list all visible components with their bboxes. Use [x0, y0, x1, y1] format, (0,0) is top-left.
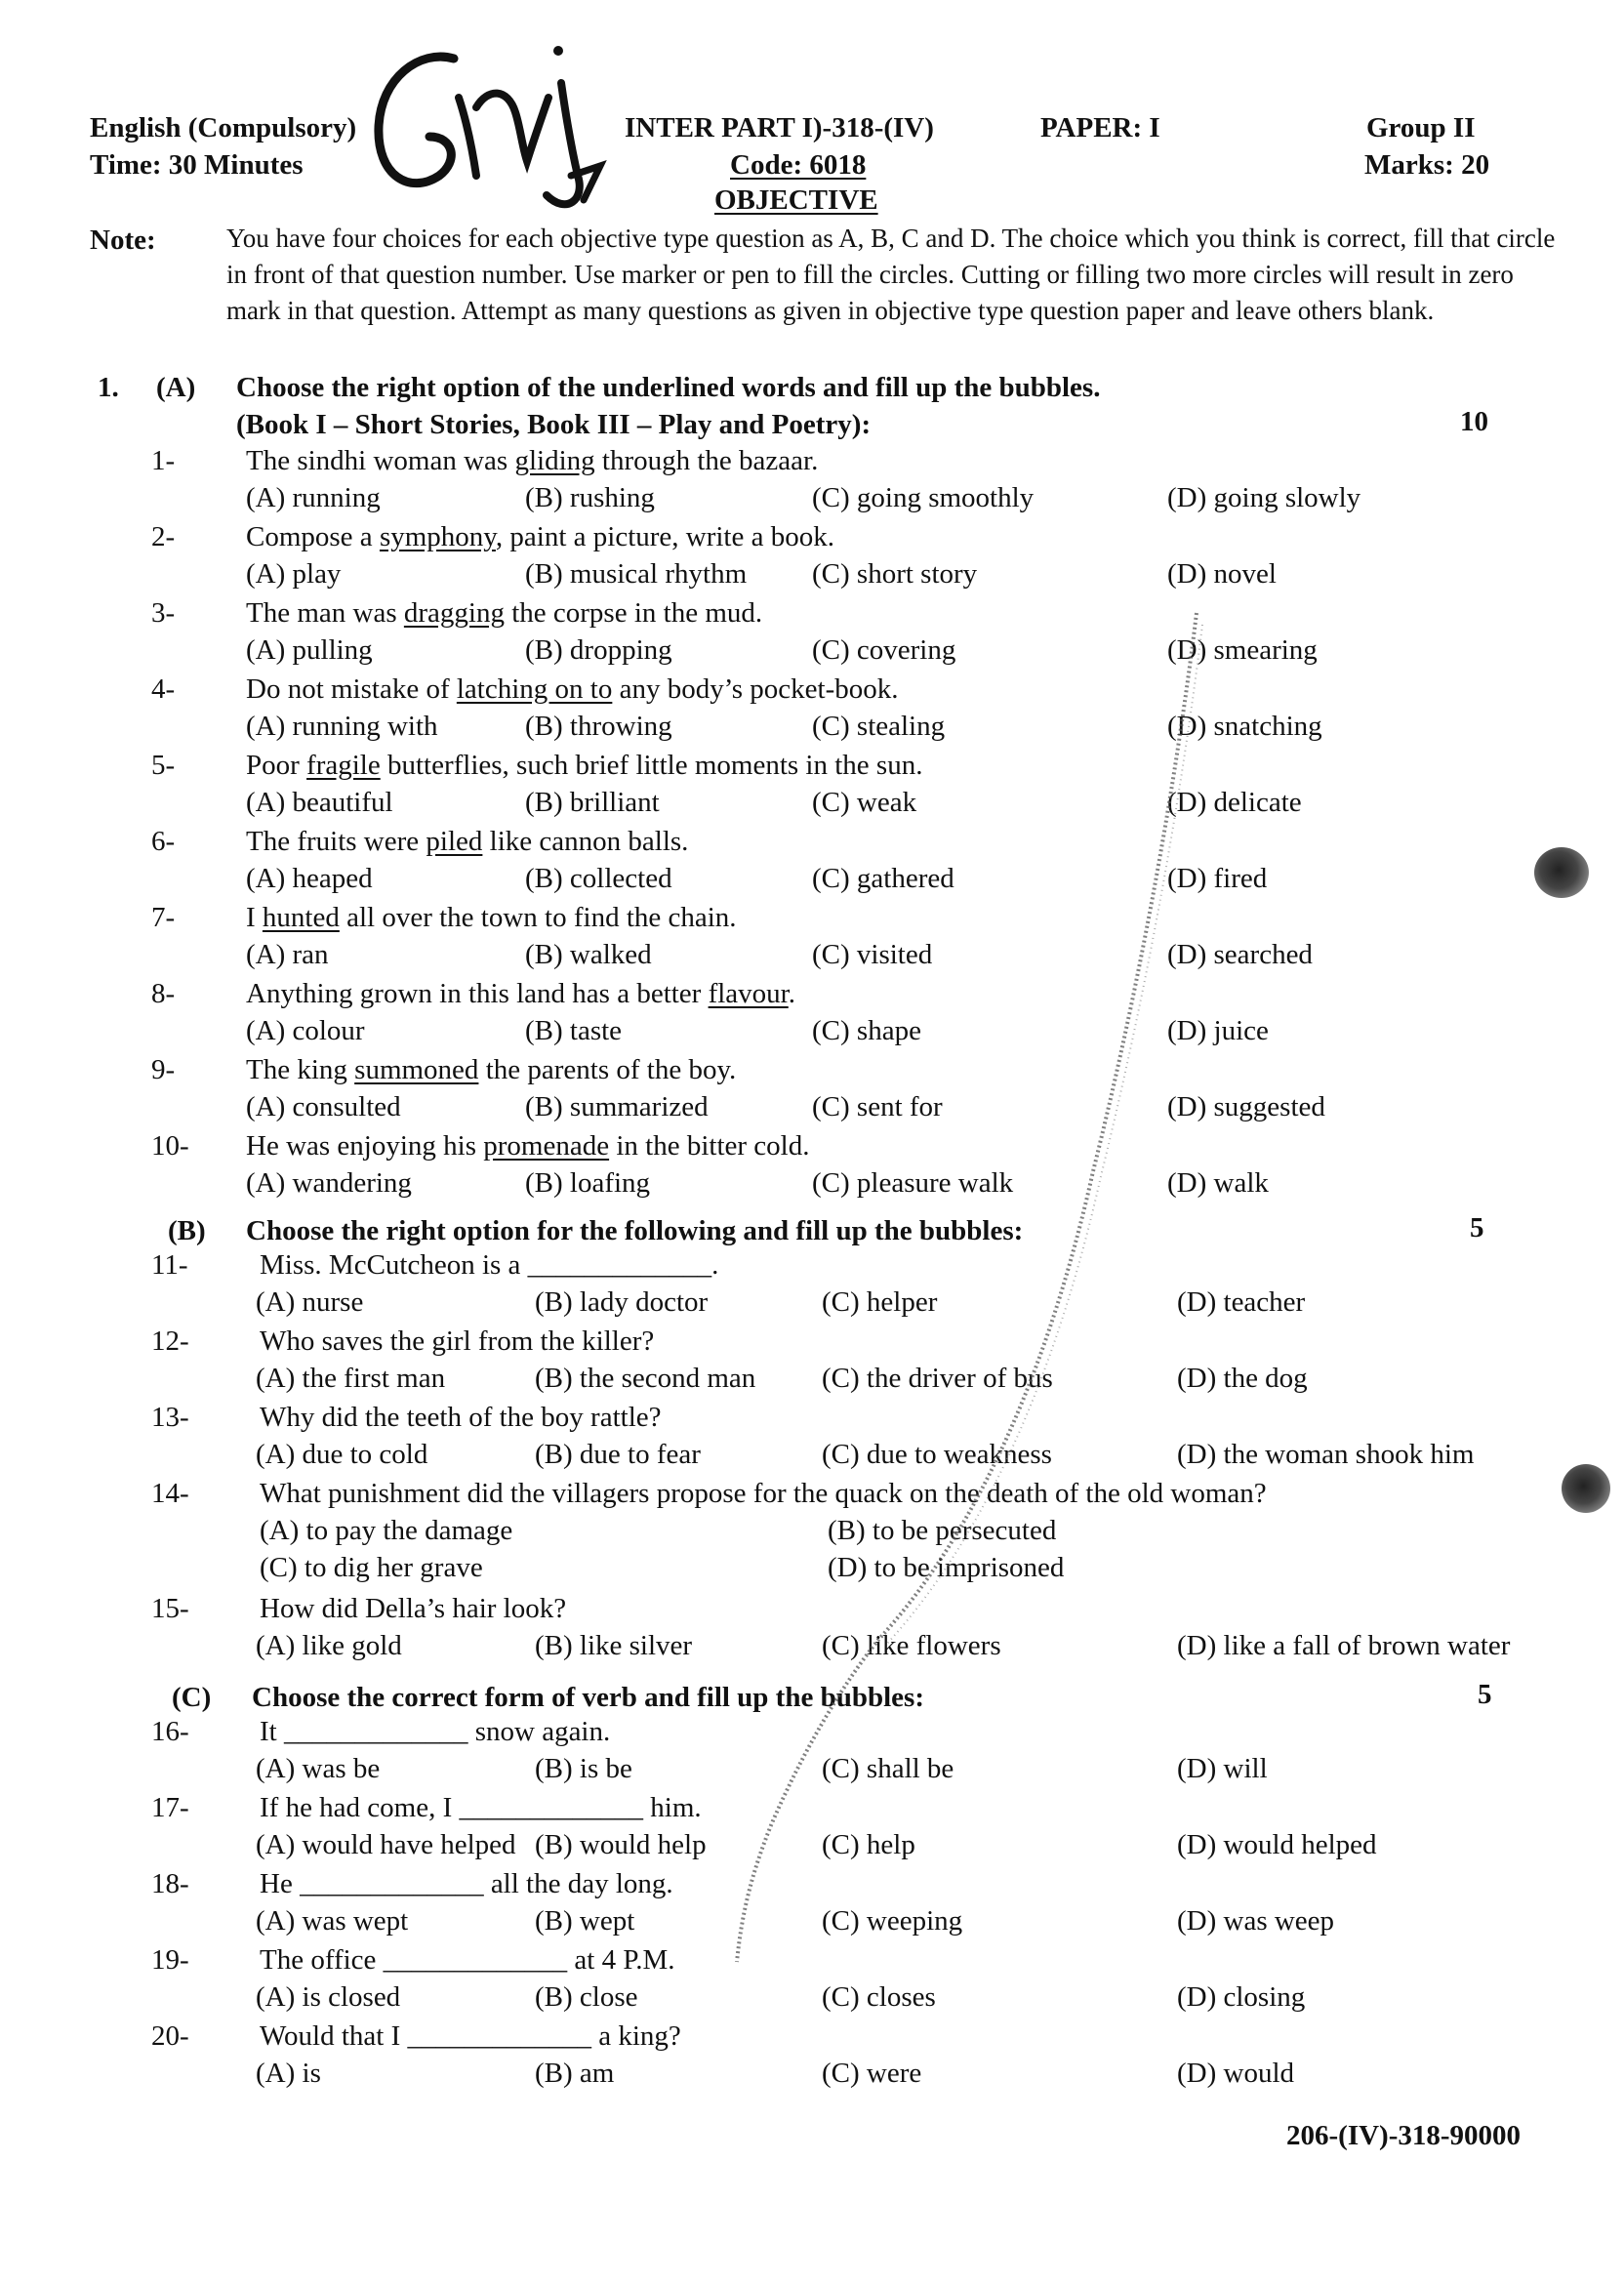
- question-stem-text: the corpse in the mud.: [504, 597, 763, 629]
- ink-blot: [1534, 847, 1589, 898]
- option-c: (C) sent for: [812, 1091, 943, 1122]
- group-label: Group II: [1366, 112, 1476, 143]
- question-number: 11-: [151, 1249, 188, 1281]
- option-d: (D) searched: [1167, 939, 1313, 970]
- question-item: [0, 1054, 1624, 1130]
- question-stem-text: , paint a picture, write a book.: [495, 521, 834, 552]
- option-b: (B) am: [535, 2058, 615, 2089]
- question-item: [0, 1249, 1624, 1326]
- question-stem-text: the parents of the boy.: [478, 1054, 737, 1085]
- option-a: (A) was be: [256, 1753, 381, 1784]
- option-a: (A) is closed: [256, 1981, 401, 2013]
- question-item: [0, 1792, 1624, 1868]
- question-stem: [246, 826, 688, 858]
- question-item: [0, 978, 1624, 1054]
- option-b: (B) the second man: [535, 1363, 756, 1394]
- question-stem-text: If he had come, I _____________ him.: [260, 1792, 702, 1823]
- question-number: 9-: [151, 1054, 176, 1085]
- underlined-word: hunted: [262, 902, 340, 933]
- paper-number: PAPER: I: [1040, 112, 1160, 143]
- option-d: (D) closing: [1177, 1981, 1306, 2013]
- question-stem-text: The fruits were: [246, 826, 426, 857]
- question-item: [0, 2020, 1624, 2097]
- option-a: (A) pulling: [246, 634, 373, 666]
- question-stem-text: He was enjoying his: [246, 1130, 484, 1162]
- option-a: (A) heaped: [246, 863, 373, 894]
- option-d: (D) snatching: [1167, 711, 1322, 742]
- question-number: 17-: [151, 1792, 189, 1823]
- option-b: (B) taste: [525, 1015, 623, 1046]
- option-c: (C) helper: [822, 1286, 938, 1318]
- question-item: [0, 445, 1624, 521]
- option-a: (A) to pay the damage: [260, 1515, 513, 1546]
- question-item: [0, 673, 1624, 750]
- question-stem: [246, 902, 737, 934]
- underlined-word: flavour: [708, 978, 789, 1009]
- section-c-label: (C): [172, 1682, 212, 1713]
- question-stem-text: in the bitter cold.: [609, 1130, 810, 1162]
- option-c: (C) to dig her grave: [260, 1552, 483, 1583]
- question-number: 18-: [151, 1868, 189, 1899]
- option-a: (A) consulted: [246, 1091, 401, 1122]
- option-b: (B) throwing: [525, 711, 672, 742]
- question-stem-text: all over the town to find the chain.: [339, 902, 737, 933]
- option-d: (D) novel: [1167, 558, 1277, 590]
- option-d: (D) would helped: [1177, 1829, 1377, 1860]
- question-stem: [246, 597, 762, 630]
- question-stem: [260, 1944, 675, 1977]
- question-stem: [260, 1716, 610, 1748]
- time-limit: Time: 30 Minutes: [90, 149, 304, 181]
- option-d: (D) to be imprisoned: [828, 1552, 1065, 1583]
- option-a: (A) ran: [246, 939, 329, 970]
- option-a: (A) due to cold: [256, 1439, 428, 1470]
- option-b: (B) lady doctor: [535, 1286, 709, 1318]
- option-b: (B) rushing: [525, 482, 655, 513]
- option-d: (D) walk: [1167, 1167, 1269, 1199]
- section-b-title: Choose the right option for the following and fill up the bubbles:: [246, 1215, 1024, 1246]
- option-b: (B) like silver: [535, 1630, 693, 1661]
- option-d: (D) teacher: [1177, 1286, 1306, 1318]
- underlined-word: gliding: [514, 445, 595, 476]
- question-stem: [260, 1593, 566, 1625]
- question-stem: [260, 2020, 681, 2053]
- question-stem: [260, 1868, 673, 1900]
- question-stem-text: How did Della’s hair look?: [260, 1593, 567, 1624]
- handwritten-signature: [361, 29, 654, 224]
- option-a: (A) the first man: [256, 1363, 446, 1394]
- option-c: (C) going smoothly: [812, 482, 1035, 513]
- question-item: [0, 1944, 1624, 2020]
- question-number: 8-: [151, 978, 176, 1009]
- question-stem-text: The king: [246, 1054, 355, 1085]
- question-stem-text: The man was: [246, 597, 404, 629]
- option-c: (C) shape: [812, 1015, 921, 1046]
- option-c: (C) visited: [812, 939, 933, 970]
- option-c: (C) due to weakness: [822, 1439, 1052, 1470]
- question-stem: [246, 1054, 736, 1086]
- question-number: 2-: [151, 521, 176, 552]
- option-b: (B) brilliant: [525, 787, 660, 818]
- option-d: (D) smearing: [1167, 634, 1318, 666]
- question-stem: [260, 1478, 1267, 1510]
- question-number: 5-: [151, 750, 176, 781]
- option-c: (C) shall be: [822, 1753, 954, 1784]
- section-a-title: Choose the right option of the underlined words and fill up the bubbles.: [236, 372, 1101, 403]
- question-stem: [246, 978, 795, 1010]
- question-number: 14-: [151, 1478, 189, 1509]
- question-stem-text: Do not mistake of: [246, 673, 457, 705]
- option-a: (A) was wept: [256, 1905, 409, 1937]
- section-b-marks: 5: [1470, 1212, 1484, 1244]
- option-d: (D) was weep: [1177, 1905, 1335, 1937]
- question-number: 20-: [151, 2020, 189, 2052]
- option-b: (B) collected: [525, 863, 672, 894]
- option-a: (A) running: [246, 482, 381, 513]
- question-number: 3-: [151, 597, 176, 629]
- question-stem-text: through the bazaar.: [594, 445, 819, 476]
- option-d: (D) the dog: [1177, 1363, 1308, 1394]
- question-item: [0, 1478, 1624, 1593]
- question-item: [0, 597, 1624, 673]
- question-number: 7-: [151, 902, 176, 933]
- option-d: (D) juice: [1167, 1015, 1269, 1046]
- question-number: 19-: [151, 1944, 189, 1976]
- section-a-marks: 10: [1460, 406, 1488, 437]
- question-stem-text: The sindhi woman was: [246, 445, 515, 476]
- option-c: (C) stealing: [812, 711, 946, 742]
- option-c: (C) closes: [822, 1981, 936, 2013]
- option-c: (C) pleasure walk: [812, 1167, 1014, 1199]
- option-b: (B) summarized: [525, 1091, 709, 1122]
- question-stem: [260, 1326, 654, 1358]
- question-stem: [260, 1792, 702, 1824]
- option-b: (B) would help: [535, 1829, 707, 1860]
- question-stem-text: Poor: [246, 750, 307, 781]
- option-a: (A) play: [246, 558, 342, 590]
- question-item: [0, 1402, 1624, 1478]
- question-stem-text: Would that I _____________ a king?: [260, 2020, 681, 2052]
- option-c: (C) short story: [812, 558, 978, 590]
- option-d: (D) like a fall of brown water: [1177, 1630, 1511, 1661]
- question-stem-text: butterflies, such brief little moments in the sun.: [380, 750, 923, 781]
- option-a: (A) is: [256, 2058, 321, 2089]
- question-item: [0, 1716, 1624, 1792]
- option-c: (C) were: [822, 2058, 922, 2089]
- option-a: (A) like gold: [256, 1630, 402, 1661]
- underlined-word: piled: [426, 826, 483, 857]
- option-c: (C) like flowers: [822, 1630, 1001, 1661]
- option-a: (A) nurse: [256, 1286, 364, 1318]
- question-item: [0, 521, 1624, 597]
- question-number: 6-: [151, 826, 176, 857]
- option-b: (B) close: [535, 1981, 638, 2013]
- option-d: (D) going slowly: [1167, 482, 1361, 513]
- question-item: [0, 1130, 1624, 1206]
- inter-part-code: INTER PART I)-318-(IV): [625, 112, 934, 143]
- option-b: (B) to be persecuted: [828, 1515, 1057, 1546]
- underlined-word: summoned: [354, 1054, 479, 1085]
- question-stem-text: What punishment did the villagers propose for the quack on the death of the old woman?: [260, 1478, 1267, 1509]
- paper-footer-code: 206-(IV)-318-90000: [1286, 2120, 1522, 2151]
- section-c-marks: 5: [1478, 1679, 1492, 1710]
- question-item: [0, 1868, 1624, 1944]
- section-a-label: (A): [156, 372, 196, 403]
- option-c: (C) covering: [812, 634, 956, 666]
- option-b: (B) loafing: [525, 1167, 651, 1199]
- underlined-word: symphony: [379, 521, 496, 552]
- underlined-word: fragile: [306, 750, 381, 781]
- question-stem-text: any body’s pocket-book.: [612, 673, 899, 705]
- question-stem: [246, 521, 834, 553]
- option-b: (B) walked: [525, 939, 652, 970]
- question-stem-text: He _____________ all the day long.: [260, 1868, 673, 1899]
- option-c: (C) the driver of bus: [822, 1363, 1053, 1394]
- option-d: (D) delicate: [1167, 787, 1302, 818]
- question-number: 10-: [151, 1130, 189, 1162]
- question-number: 1.: [98, 372, 119, 403]
- question-stem: [260, 1249, 718, 1282]
- question-stem-text: The office _____________ at 4 P.M.: [260, 1944, 675, 1976]
- option-a: (A) would have helped: [256, 1829, 516, 1860]
- underlined-word: dragging: [403, 597, 505, 629]
- option-c: (C) weeping: [822, 1905, 963, 1937]
- question-number: 4-: [151, 673, 176, 705]
- option-b: (B) due to fear: [535, 1439, 701, 1470]
- option-a: (A) colour: [246, 1015, 365, 1046]
- option-d: (D) would: [1177, 2058, 1295, 2089]
- option-d: (D) fired: [1167, 863, 1268, 894]
- question-stem: [246, 673, 899, 706]
- option-a: (A) beautiful: [246, 787, 393, 818]
- question-stem: [246, 1130, 809, 1162]
- subject-title: English (Compulsory): [90, 112, 357, 143]
- question-item: [0, 750, 1624, 826]
- option-b: (B) is be: [535, 1753, 632, 1784]
- option-a: (A) running with: [246, 711, 438, 742]
- section-c-title: Choose the correct form of verb and fill up the bubbles:: [252, 1682, 924, 1713]
- question-number: 15-: [151, 1593, 189, 1624]
- question-number: 16-: [151, 1716, 189, 1747]
- question-stem-text: It _____________ snow again.: [260, 1716, 611, 1747]
- option-d: (D) suggested: [1167, 1091, 1325, 1122]
- question-number: 1-: [151, 445, 176, 476]
- question-stem-text: like cannon balls.: [482, 826, 689, 857]
- option-c: (C) weak: [812, 787, 917, 818]
- underlined-word: latching on to: [456, 673, 613, 705]
- question-stem-text: Compose a: [246, 521, 380, 552]
- question-number: 13-: [151, 1402, 189, 1433]
- option-d: (D) the woman shook him: [1177, 1439, 1475, 1470]
- paper-code: Code: 6018: [730, 149, 867, 181]
- option-b: (B) dropping: [525, 634, 672, 666]
- underlined-word: promenade: [483, 1130, 610, 1162]
- note-text: You have four choices for each objective type question as A, B, C and D. The choice which you think is correct, fill that circle in front of that question number. Use marker or pen to fill the circles. Cutting or filling two more circles will result in zero mark in that question. Attempt as many questions as given in objective type question paper and leave others blank.: [226, 224, 1556, 325]
- option-c: (C) help: [822, 1829, 915, 1860]
- option-c: (C) gathered: [812, 863, 954, 894]
- question-number: 12-: [151, 1326, 189, 1357]
- question-stem-text: Who saves the girl from the killer?: [260, 1326, 655, 1357]
- question-stem: [260, 1402, 662, 1434]
- question-item: [0, 902, 1624, 978]
- question-item: [0, 826, 1624, 902]
- question-stem-text: Why did the teeth of the boy rattle?: [260, 1402, 662, 1433]
- question-item: [0, 1326, 1624, 1402]
- question-stem-text: Anything grown in this land has a better: [246, 978, 709, 1009]
- note-label: Note:: [90, 224, 156, 256]
- option-b: (B) musical rhythm: [525, 558, 748, 590]
- section-a-subtitle: (Book I – Short Stories, Book III – Play and Poetry):: [236, 409, 872, 440]
- question-item: [0, 1593, 1624, 1669]
- total-marks: Marks: 20: [1364, 149, 1490, 181]
- option-d: (D) will: [1177, 1753, 1268, 1784]
- section-b-label: (B): [168, 1215, 206, 1246]
- question-stem: [246, 750, 922, 782]
- question-stem-text: I: [246, 902, 263, 933]
- question-stem-text: Miss. McCutcheon is a _____________.: [260, 1249, 719, 1281]
- paper-type: OBJECTIVE: [714, 184, 878, 216]
- ink-blot: [1562, 1464, 1610, 1513]
- question-stem-text: .: [788, 978, 795, 1009]
- question-stem: [246, 445, 818, 477]
- option-b: (B) wept: [535, 1905, 635, 1937]
- option-a: (A) wandering: [246, 1167, 412, 1199]
